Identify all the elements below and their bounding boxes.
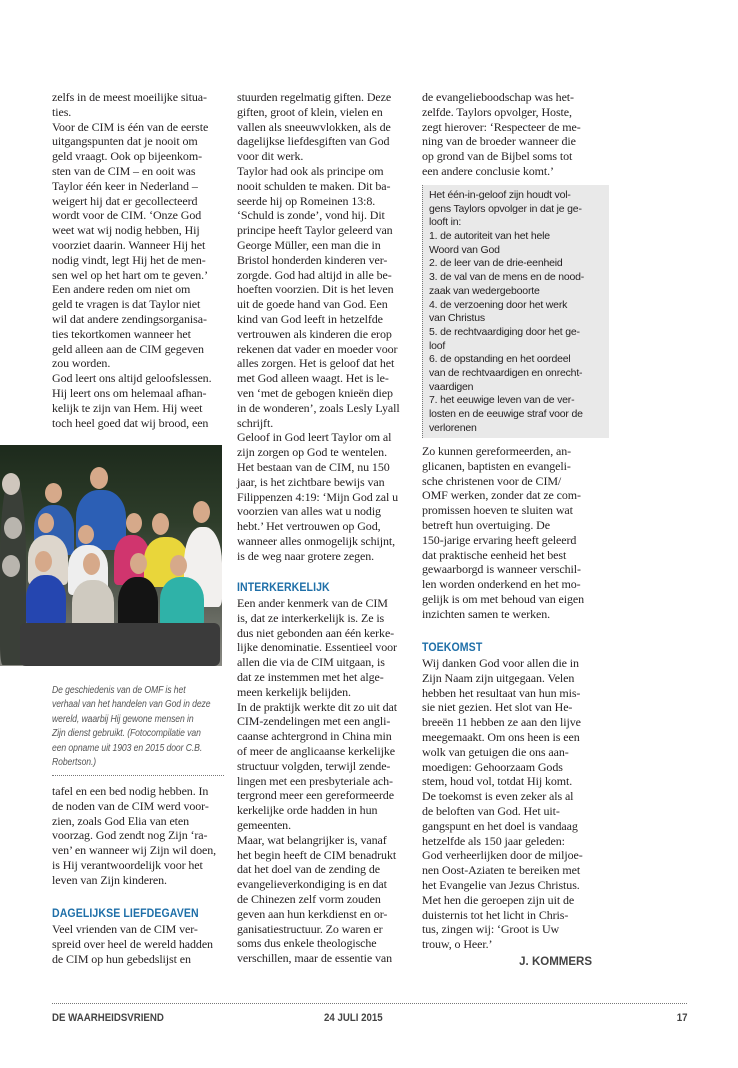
footer-page-number: 17 [676,1012,688,1024]
text-line: gangspunt en het doel is vandaag [422,818,578,833]
text-line: dagelijkse liefdesgiften van God [237,134,390,149]
section-heading-toekomst: TOEKOMST [422,640,483,654]
text-line: OMF werken, zonder dat ze com- [422,488,581,503]
text-line: de Chinezen zelf vorm zouden [237,891,381,906]
text-line: George Müller, een man die in [237,237,381,252]
text-line: Zo kunnen gereformeerden, an- [422,444,572,458]
text-line: is, dat ze interkerkelijk is. Ze is [237,610,385,625]
text-line: 7. het eeuwige leven van de ver- [429,394,575,407]
text-line: Filippenzen 4:19: ‘Mijn God zal u [237,489,399,504]
text-line: wanneer alles onmogelijk schijnt, [237,533,395,548]
text-line: vaardigen [429,380,474,393]
text-line: lingen met een presbyteriale ach- [237,773,393,788]
text-line: gemeenten. [237,817,291,832]
text-line: Hij leert ons om helemaal afhan- [52,385,207,400]
text-line: 4. de verzoening door het werk [429,298,568,311]
text-line: meegemaakt. Om ons heen is een [422,729,580,744]
text-line: of meer de anglicaanse kerkelijke [237,743,395,758]
text-line: Bristol honderden kinderen ver- [237,252,388,267]
text-line: zaak van wedergeboorte [429,284,540,297]
text-line: zijn zorgen op God te wentelen. [237,445,387,460]
text-line: loof [429,339,446,352]
text-line: kind van God leeft in hetzelfde [237,311,383,326]
text-line: stem, houd vol, totdat Hij komt. [422,774,573,789]
text-line: op grond van de Bijbel soms tot [422,149,573,164]
text-line: zelfs in de meest moeilijke situa- [52,90,207,104]
col2-para2 [237,596,415,966]
col2-para1 [237,90,415,564]
text-line: tafel en een bed nodig hebben. In [52,784,209,798]
text-line: len worden onderkend en het mo- [422,577,581,592]
text-line: zien, zoals God Elia van eten [52,813,190,828]
text-line: Robertson.) [52,756,97,768]
section-heading-dagelijkse-liefdegaven: DAGELIJKSE LIEFDEGAVEN [52,906,199,920]
text-line: voorzag. God zendt nog Zijn ‘ra- [52,828,208,843]
text-line: lijke denominatie. Essentieel voor [237,640,397,655]
text-line: is de weg naar grotere zegen. [237,548,375,563]
text-line: ganisatiestructuur. Zo waren er [237,921,383,936]
text-line: zorgde. God had altijd in alle be- [237,267,392,282]
text-line: breeën 11 hebben ze aan den lijve [422,715,581,730]
text-line: geld alleen aan de CIM gegeven [52,341,204,356]
text-line: Maar, wat belangrijker is, vanaf [237,832,387,847]
text-line: ties tekortkomen wanneer het [52,326,191,341]
text-line: geld te vragen is dat Taylor niet [52,297,201,312]
text-line: leven van Zijn kinderen. [52,872,167,887]
text-line: de CIM op hun gebedslijst en [52,951,191,966]
text-line: wolk van getuigen die ons aan- [422,744,569,759]
text-line: dat ze instemmen met het alge- [237,669,384,684]
text-line: Woord van God [429,243,500,256]
text-line: jaar, is het zichtbare bewijs van [237,474,385,489]
text-line: trouw, o Heer.’ [422,937,493,952]
text-line: hebt.’ Het vertrouwen op God, [237,519,381,534]
text-line: hebben het resultaat van hun mis- [422,685,581,700]
text-line: spreid over heel de wereld hadden [52,936,213,951]
text-line: de evangelieboodschap was het- [422,90,574,104]
text-line: losten en de eeuwige straf voor de [429,408,583,420]
text-line: De geschiedenis van de OMF is het [52,685,186,696]
text-line: alles zorgen. Het is geloof dat het [237,356,395,371]
text-line: tus, zingen wij: ‘Groot is Uw [422,922,560,937]
text-line: Taylor één keer in Nederland – [52,178,198,193]
col1-para1 [52,90,230,430]
text-line: toch heel goed dat wij brood, een [52,415,209,430]
col3-para3 [422,656,600,952]
text-line: uitgangspunten dat je nooit om [52,134,198,149]
footer-publication: DE WAARHEIDSVRIEND [52,1012,164,1024]
text-line: met God alleen waagt. Het is le- [237,371,389,386]
text-line: zou worden. [52,356,111,371]
text-line: 3. de val van de mens en de nood- [429,271,585,284]
text-line: evangelieverkondiging is en dat [237,877,387,892]
text-line: rekenen dat vader en moeder voor [237,341,398,356]
col3-para1 [422,90,600,179]
text-line: 150-jarige ervaring heeft geleerd [422,532,577,547]
text-line: structuur volgden, terwijl zende- [237,758,391,773]
text-line: CIM-zendelingen met een angli- [237,714,391,729]
text-line: van de rechtvaardigen en onrecht- [429,366,583,379]
text-line: ‘Schuld is zonde’, vond hij. Dit [237,208,385,223]
text-line: looft in: [429,216,462,229]
text-line: wordt voor de CIM. ‘Onze God [52,208,202,223]
text-line: weigert hij dat er gecollecteerd [52,193,198,208]
text-line: verhaal van het handelen van God in deze [52,699,211,711]
text-line: in de wonderen’, zoals Lesly Lyall [237,400,400,415]
text-line: God leert ons altijd geloofslessen. [52,371,212,386]
text-line: vallen als sneeuwvlokken, als de [237,119,391,134]
text-line: zegt hierover: ‘Respecteer de me- [422,119,581,134]
text-line: God verheerlijken door de miljoe- [422,848,583,863]
text-line: nen Oost-Aziaten te bereiken met [422,863,581,878]
text-line: sche christenen voor de CIM/ [422,473,562,488]
text-line: Het bestaan van de CIM, nu 150 [237,459,390,474]
text-line: Wij danken God voor allen die in [422,656,579,670]
text-line: verschillen, maar de essentie van [237,951,392,966]
caption-divider [52,775,224,776]
text-line: nodig vindt, legt Hij het de men- [52,252,206,267]
sidebar-box [422,185,609,438]
col1-para2 [52,784,230,888]
text-line: sen wel op het hart om te geven.’ [52,267,208,282]
text-line: schrijft. [237,415,274,430]
text-line: uit de goede hand van God. Een [237,297,388,312]
text-line: geld vraagt. Ook op bijeenkom- [52,149,202,164]
text-line: het begin heeft de CIM benadrukt [237,847,397,862]
text-line: geven aan hun kerkdienst en or- [237,906,388,921]
text-line: ties. [52,104,72,119]
text-line: giften, groot of klein, vielen en [237,104,383,119]
text-line: Geloof in God leert Taylor om al [237,430,392,445]
text-line: voorzien van alles wat u nodig [237,504,381,519]
text-line: meen kerkelijk belijden. [237,684,351,699]
text-line: Voor de CIM is één van de eerste [52,119,209,134]
text-line: de beloften van God. Het uit- [422,803,560,818]
text-line: inzichten samen te werken. [422,606,551,621]
text-line: van Christus [429,312,485,325]
text-line: sten van de CIM – en ooit was [52,163,196,178]
sidebar-box-text [423,185,609,435]
text-line: voor dit werk. [237,149,304,164]
text-line: Met hen die geroepen zijn uit de [422,892,575,907]
text-line: caanse achtergrond in China min [237,729,392,744]
text-line: zelfde. Taylors opvolger, Hoste, [422,104,572,119]
text-line: Het één-in-geloof zijn houdt vol- [429,189,571,201]
text-line: glicanen, baptisten en evangeli- [422,458,571,473]
text-line: het Evangelie van Jezus Christus. [422,877,580,892]
text-line: kelijk te zijn van Hem. Hij weet [52,400,203,415]
text-line: wereld, waarbij Hij gewone mensen in [52,713,194,725]
col1-para3 [52,922,230,966]
text-line: weet wat wij nodig hebben, Hij [52,223,200,238]
text-line: betreft hun overtuiging. De [422,517,550,532]
text-line: ven’ en wanneer wij Zijn wil doen, [52,843,216,858]
text-line: 1. de autoriteit van het hele [429,230,550,243]
section-heading-interkerkelijk: INTERKERKELIJK [237,580,330,594]
col3-para2 [422,444,600,622]
text-line: nooit schulden te maken. Dit ba- [237,178,391,193]
text-line: Veel vrienden van de CIM ver- [52,922,198,936]
text-line: gewaarborgd is wanneer verschil- [422,562,581,577]
text-line: Taylor had ook als principe om [237,163,384,178]
text-line: dat praktische eenheid het best [422,547,567,562]
text-line: seerde hij op Romeinen 13:8. [237,193,376,208]
text-line: allen die via de CIM uitgaan, is [237,655,385,670]
text-line: soms dus enkele theologische [237,936,377,951]
text-line: 5. de rechtvaardiging door het ge- [429,325,580,338]
text-line: een andere conclusie komt.’ [422,163,554,178]
footer-date: 24 JULI 2015 [323,1012,383,1024]
text-line: dat het doel van de zending de [237,862,380,877]
text-line: gens Taylors opvolger in dat je ge- [429,202,582,215]
text-line: In de praktijk werkte dit zo uit dat [237,699,398,714]
text-line: sie niet gezien. Het slot van He- [422,700,573,715]
text-line: 2. de leer van de drie-eenheid [429,257,563,270]
text-line: de noden van de CIM werd voor- [52,798,209,813]
text-line: verlorenen [429,421,477,434]
text-line: hoeften voorzien. Dit is het leven [237,282,394,297]
text-line: Zijn dienst gebruikt. (Fotocompilatie van [52,728,201,740]
text-line: hetzelfde als 150 jaar geleden: [422,833,565,848]
text-line: tergrond meer een gereformeerde [237,788,394,803]
text-line: ven ‘met de gebogen knieën diep [237,385,393,400]
text-line: duisternis tot het licht in Chris- [422,907,569,922]
photo-caption [52,684,228,770]
footer-divider [52,1003,687,1004]
text-line: Zijn Naam zijn uitgegaan. Velen [422,670,575,685]
text-line: 6. de opstanding en het oordeel [429,353,571,366]
group-photo [0,445,222,666]
text-line: promissen hoeven te sluiten wat [422,503,573,518]
text-line: principe heeft Taylor geleerd van [237,223,393,238]
text-line: dus niet gebonden aan één kerke- [237,625,395,640]
text-line: gelijk is om met behoud van eigen [422,591,584,606]
text-line: De toekomst is even zeker als al [422,789,574,804]
text-line: Een andere reden om niet om [52,282,191,297]
text-line: kerkelijke orde hadden in hun [237,803,378,818]
text-line: vertrouwen als kinderen die erop [237,326,392,341]
text-line: voorziet daarin. Wanneer Hij het [52,237,206,252]
author-name: J. KOMMERS [519,956,592,968]
text-line: een opname uit 1903 en 2015 door C.B. [52,742,203,754]
text-line: stuurden regelmatig giften. Deze [237,90,392,104]
text-line: ning van de broeder wanneer die [422,134,576,149]
text-line: wil dat andere zendingsorganisa- [52,311,207,326]
text-line: moedigen: Gehoorzaam Gods [422,759,563,774]
text-line: Een ander kenmerk van de CIM [237,596,388,610]
text-line: is Hij verantwoordelijk voor het [52,857,203,872]
